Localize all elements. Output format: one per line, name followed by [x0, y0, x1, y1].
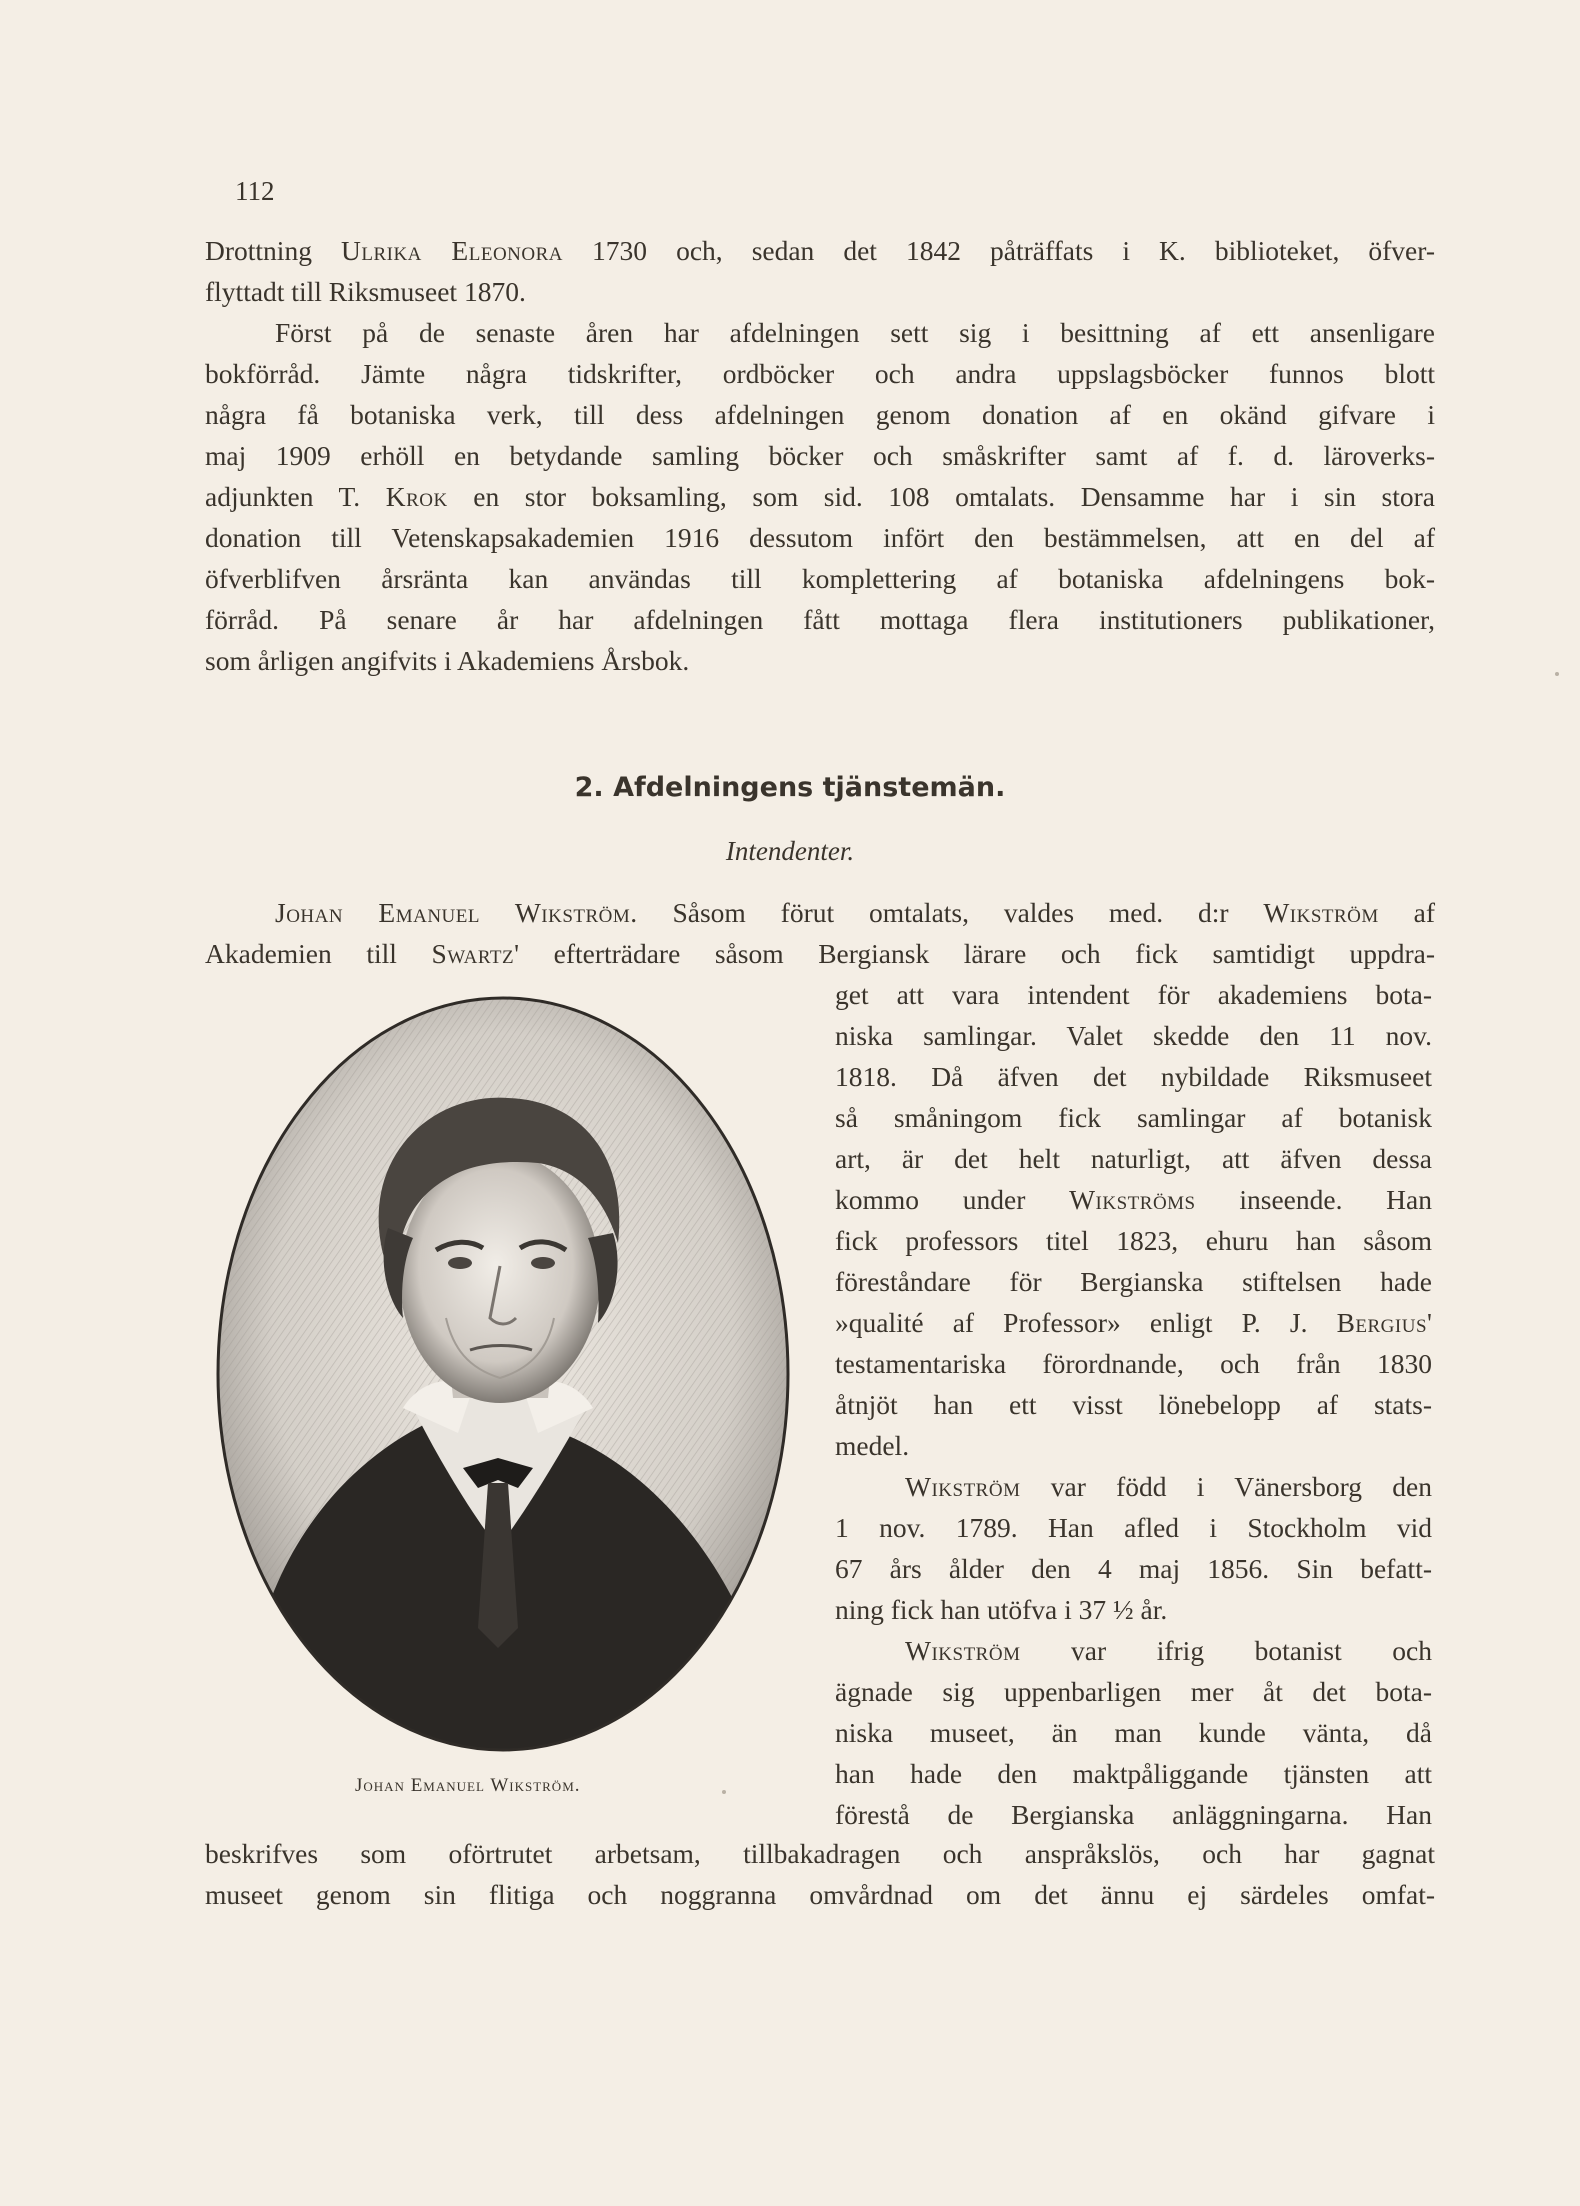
text-run: niska museet, än man kunde vänta, då: [835, 1717, 1432, 1748]
text-line: [835, 1015, 1432, 1056]
text-line: [835, 1671, 1432, 1712]
text-run: så småningom fick samlingar af botanisk: [835, 1102, 1432, 1133]
text-run: ': [1427, 1307, 1432, 1338]
page-number: 112: [235, 176, 275, 206]
text-run: maj 1909 erhöll en betydande samling böcker och småskrifter samt af f. d. läroverks-: [205, 440, 1435, 471]
text-run: museet genom sin flitiga och noggranna omvårdnad om det ännu ej särdeles omfat-: [205, 1879, 1435, 1910]
text-run: en stor boksamling, som sid. 108 omtalats. Densamme har i sin stora: [447, 481, 1436, 512]
text-run: niska samlingar. Valet skedde den 11 nov.: [835, 1020, 1432, 1051]
name-smallcaps: Bergius: [1336, 1307, 1428, 1338]
text-line: [835, 1302, 1432, 1343]
wikstrom-intro-lines: [205, 892, 1435, 974]
text-line: [205, 892, 1435, 933]
text-run: Först på de senaste åren har afdelningen sett sig i besittning af ett ansenligare: [275, 317, 1435, 348]
text-line: [205, 394, 1435, 435]
text-run: öfverblifven årsränta kan användas till komplettering af botaniska afdelningens bok-: [205, 563, 1435, 594]
text-run: 1730 och, sedan det 1842 påträffats i K. biblioteket, öfver-: [563, 235, 1435, 266]
text-run: flyttadt till Riksmuseet 1870.: [205, 276, 526, 307]
text-line: [205, 558, 1435, 599]
text-line: [835, 974, 1432, 1015]
text-line: [205, 599, 1435, 640]
wikstrom-text-column: [835, 974, 1432, 1835]
text-line: [205, 640, 1435, 681]
text-line: [205, 435, 1435, 476]
name-smallcaps: Wikström: [1263, 897, 1379, 928]
name-smallcaps: Wikström: [905, 1635, 1021, 1666]
text-run: donation till Vetenskapsakademien 1916 dessutom infört den bestämmelsen, att en del af: [205, 522, 1435, 553]
text-line: [205, 933, 1435, 974]
text-run: var född i Vänersborg den: [1020, 1471, 1432, 1502]
text-run: adjunkten T.: [205, 481, 386, 512]
text-run: beskrifves som oförtrutet arbetsam, tillbakadragen och anspråkslös, och har gagnat: [205, 1838, 1435, 1869]
portrait-caption: Johan Emanuel Wikström.: [355, 1775, 581, 1796]
name-smallcaps: Swartz: [431, 938, 515, 969]
text-run: Akademien till: [205, 938, 432, 969]
text-line: [835, 1548, 1432, 1589]
text-run: Drottning: [205, 235, 341, 266]
text-run: kommo under: [835, 1184, 1070, 1215]
text-line: [205, 1874, 1435, 1915]
intro-paragraph: [205, 230, 1435, 312]
text-line: [835, 1507, 1432, 1548]
text-run: inseende. Han: [1195, 1184, 1432, 1215]
text-run: 67 års ålder den 4 maj 1856. Sin befatt-: [835, 1553, 1432, 1584]
text-run: förråd. På senare år har afdelningen fått mottaga flera institutioners publikationer,: [205, 604, 1435, 635]
text-run: förestå de Bergianska anläggningarna. Han: [835, 1799, 1432, 1830]
name-smallcaps: Wikströms: [1069, 1184, 1196, 1215]
text-line: [205, 353, 1435, 394]
text-run: get att vara intendent för akademiens bota-: [835, 979, 1432, 1010]
bookstock-paragraph: [205, 312, 1435, 681]
text-run: medel.: [835, 1430, 910, 1461]
name-smallcaps: Wikström: [905, 1471, 1021, 1502]
text-run: Såsom förut omtalats, valdes med. d:r: [637, 897, 1264, 928]
name-smallcaps: Krok: [385, 481, 448, 512]
text-run: ning fick han utöfva i 37 ½ år.: [835, 1594, 1168, 1625]
text-run: »qualité af Professor» enligt P. J.: [835, 1307, 1337, 1338]
text-line: [835, 1466, 1432, 1507]
text-run: som årligen angifvits i Akademiens Årsbok.: [205, 645, 690, 676]
text-run: fick professors titel 1823, ehuru han såsom: [835, 1225, 1432, 1256]
text-line: [835, 1261, 1432, 1302]
text-line: [205, 517, 1435, 558]
text-run: 1818. Då äfven det nybildade Riksmuseet: [835, 1061, 1432, 1092]
text-line: [835, 1138, 1432, 1179]
text-run: 1 nov. 1789. Han afled i Stockholm vid: [835, 1512, 1432, 1543]
text-line: [205, 271, 1435, 312]
text-line: [835, 1425, 1432, 1466]
text-line: [835, 1179, 1432, 1220]
text-run: bokförråd. Jämte några tidskrifter, ordböcker och andra uppslagsböcker funnos blott: [205, 358, 1435, 389]
portrait-engraving: [208, 988, 798, 1760]
text-line: [835, 1753, 1432, 1794]
text-run: var ifrig botanist och: [1020, 1635, 1432, 1666]
text-line: [835, 1384, 1432, 1425]
text-line: [835, 1794, 1432, 1835]
text-run: några få botaniska verk, till dess afdelningen genom donation af en okänd gifvare i: [205, 399, 1435, 430]
text-run: art, är det helt naturligt, att äfven dessa: [835, 1143, 1432, 1174]
text-run: ägnade sig uppenbarligen mer åt det bota-: [835, 1676, 1432, 1707]
section-heading: 2. Afdelningens tjänstemän.: [574, 772, 1006, 803]
text-line: [835, 1056, 1432, 1097]
text-line: [835, 1220, 1432, 1261]
text-run: af: [1378, 897, 1435, 928]
text-run: ' efterträdare såsom Bergiansk lärare och fick samtidigt uppdra-: [514, 938, 1435, 969]
wikstrom-closing-lines: [205, 1833, 1435, 1915]
text-line: [835, 1630, 1432, 1671]
subheading: Intendenter.: [725, 836, 855, 866]
text-line: [835, 1097, 1432, 1138]
text-line: [205, 1833, 1435, 1874]
text-run: åtnjöt han ett visst lönebelopp af stats-: [835, 1389, 1432, 1420]
text-run: testamentariska förordnande, och från 1830: [835, 1348, 1432, 1379]
text-run: föreståndare för Bergianska stiftelsen hade: [835, 1266, 1432, 1297]
text-line: [835, 1712, 1432, 1753]
paper-speck: [1555, 672, 1559, 676]
text-line: [835, 1589, 1432, 1630]
name-smallcaps: Johan Emanuel Wikström.: [275, 897, 638, 928]
text-line: [835, 1343, 1432, 1384]
text-line: [205, 312, 1435, 353]
name-smallcaps: Ulrika Eleonora: [340, 235, 563, 266]
paper-speck: [722, 1790, 726, 1794]
text-line: [205, 230, 1435, 271]
text-line: [205, 476, 1435, 517]
text-run: han hade den maktpåliggande tjänsten att: [835, 1758, 1432, 1789]
